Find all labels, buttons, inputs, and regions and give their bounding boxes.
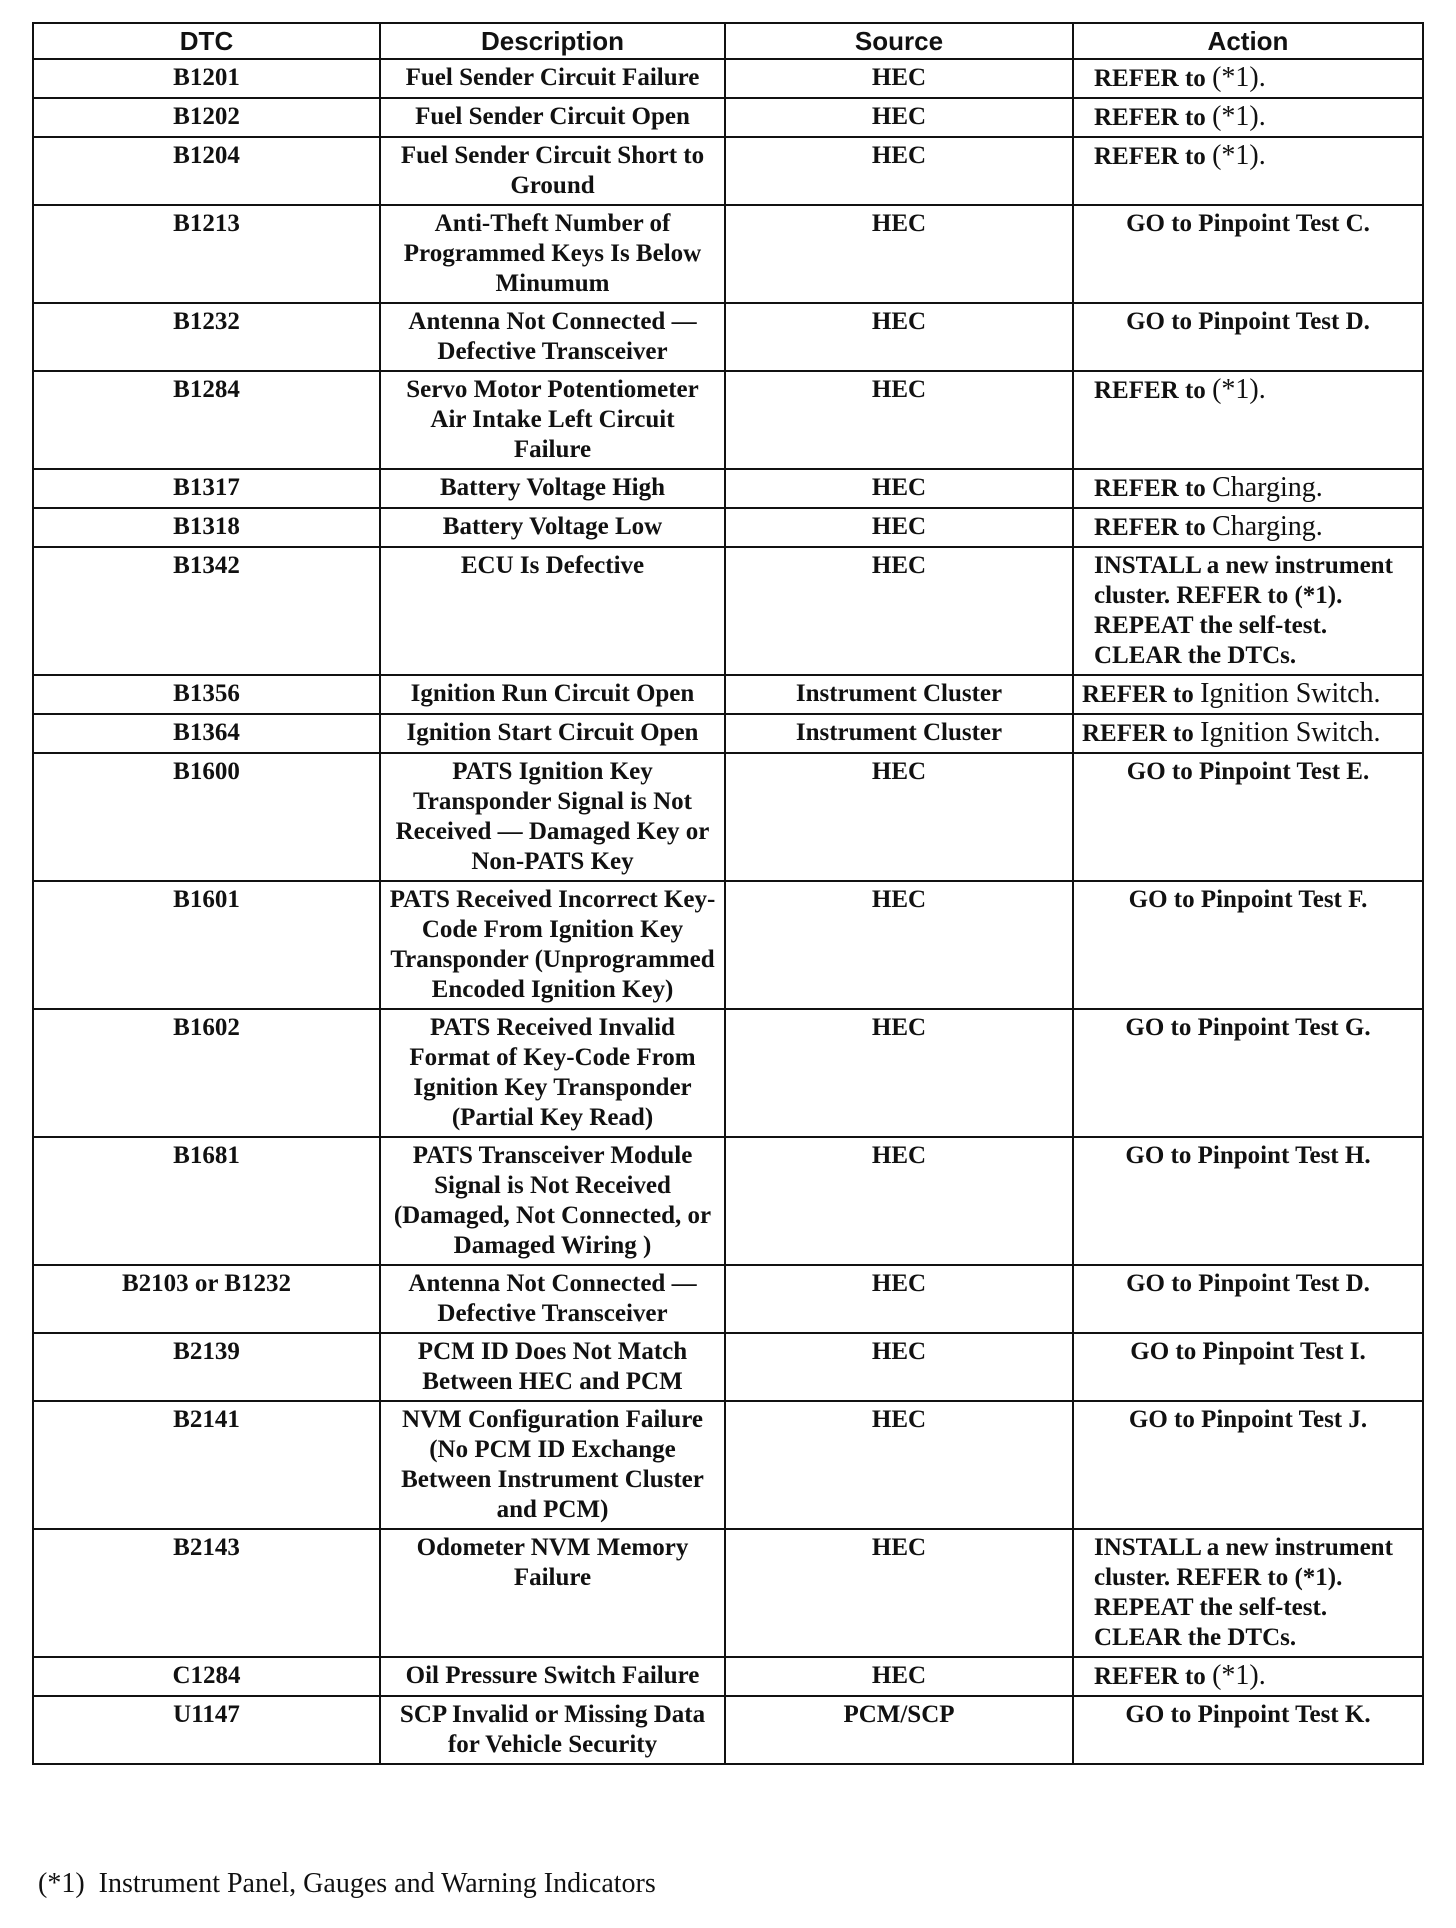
description-cell: Battery Voltage High: [380, 469, 725, 508]
source-cell: HEC: [725, 1265, 1073, 1333]
dtc-code-cell: B1213: [33, 205, 380, 303]
description-cell: Odometer NVM Memory Failure: [380, 1529, 725, 1657]
action-prefix: REFER to: [1094, 377, 1206, 404]
table-row: [33, 303, 1423, 371]
description-cell: PATS Received Invalid Format of Key-Code From Ignition Key Transponder (Partial Key Read): [380, 1009, 725, 1137]
description-cell: Fuel Sender Circuit Short to Ground: [380, 137, 725, 205]
source-cell: HEC: [725, 1657, 1073, 1696]
dtc-code-cell: B1232: [33, 303, 380, 371]
dtc-code-cell: B1602: [33, 1009, 380, 1137]
action-cell: GO to Pinpoint Test F.: [1073, 881, 1423, 1009]
action-cell: [1073, 98, 1423, 137]
header-action: Action: [1073, 23, 1423, 59]
action-cell: [1073, 371, 1423, 469]
dtc-code-cell: B1317: [33, 469, 380, 508]
dtc-table-container: [32, 22, 1424, 1765]
action-cell: [1073, 1657, 1423, 1696]
source-cell: HEC: [725, 753, 1073, 881]
dtc-code-cell: C1284: [33, 1657, 380, 1696]
action-cell: [1073, 675, 1423, 714]
description-cell: PATS Transceiver Module Signal is Not Received (Damaged, Not Connected, or Damaged Wiring ): [380, 1137, 725, 1265]
table-row: [33, 714, 1423, 753]
dtc-code-cell: B1202: [33, 98, 380, 137]
source-cell: PCM/SCP: [725, 1696, 1073, 1764]
action-prefix: REFER to: [1094, 1663, 1206, 1690]
source-cell: Instrument Cluster: [725, 714, 1073, 753]
table-row: [33, 137, 1423, 205]
action-cell: [1073, 714, 1423, 753]
description-cell: Anti-Theft Number of Programmed Keys Is Below Minumum: [380, 205, 725, 303]
table-row: [33, 205, 1423, 303]
table-row: [33, 98, 1423, 137]
action-cell: GO to Pinpoint Test D.: [1073, 1265, 1423, 1333]
source-cell: HEC: [725, 371, 1073, 469]
dtc-code-cell: B1204: [33, 137, 380, 205]
footnote: [38, 1868, 656, 1900]
source-cell: HEC: [725, 59, 1073, 98]
action-cell: GO to Pinpoint Test K.: [1073, 1696, 1423, 1764]
source-cell: HEC: [725, 547, 1073, 675]
table-row: [33, 1529, 1423, 1657]
action-prefix: REFER to: [1094, 143, 1206, 170]
action-cell: GO to Pinpoint Test J.: [1073, 1401, 1423, 1529]
source-cell: HEC: [725, 1009, 1073, 1137]
description-cell: Antenna Not Connected — Defective Transceiver: [380, 303, 725, 371]
action-cell: [1073, 59, 1423, 98]
action-cell: [1073, 508, 1423, 547]
table-row: [33, 547, 1423, 675]
description-cell: PATS Ignition Key Transponder Signal is Not Received — Damaged Key or Non-PATS Key: [380, 753, 725, 881]
source-cell: HEC: [725, 1137, 1073, 1265]
table-row: [33, 508, 1423, 547]
description-cell: PATS Received Incorrect Key-Code From Ignition Key Transponder (Unprogrammed Encoded Ignition Key): [380, 881, 725, 1009]
dtc-code-cell: B1318: [33, 508, 380, 547]
source-cell: HEC: [725, 1529, 1073, 1657]
action-cell: GO to Pinpoint Test C.: [1073, 205, 1423, 303]
dtc-code-cell: B1601: [33, 881, 380, 1009]
action-reference-link[interactable]: (*1).: [1212, 101, 1266, 132]
source-cell: HEC: [725, 508, 1073, 547]
table-header-row: [33, 23, 1423, 59]
action-cell: GO to Pinpoint Test G.: [1073, 1009, 1423, 1137]
dtc-code-cell: B1356: [33, 675, 380, 714]
description-cell: Fuel Sender Circuit Failure: [380, 59, 725, 98]
footnote-text: Instrument Panel, Gauges and Warning Indicators: [98, 1868, 656, 1899]
description-cell: NVM Configuration Failure (No PCM ID Exchange Between Instrument Cluster and PCM): [380, 1401, 725, 1529]
action-cell: [1073, 547, 1423, 675]
source-cell: Instrument Cluster: [725, 675, 1073, 714]
description-cell: Servo Motor Potentiometer Air Intake Left Circuit Failure: [380, 371, 725, 469]
table-row: [33, 1401, 1423, 1529]
action-reference-link[interactable]: Charging.: [1212, 472, 1323, 503]
source-cell: HEC: [725, 1401, 1073, 1529]
action-reference-link[interactable]: Ignition Switch.: [1200, 678, 1381, 709]
description-cell: Oil Pressure Switch Failure: [380, 1657, 725, 1696]
footnote-marker: (*1): [38, 1868, 85, 1899]
action-reference-link[interactable]: Ignition Switch.: [1200, 717, 1381, 748]
action-prefix: REFER to: [1094, 475, 1206, 502]
source-cell: HEC: [725, 303, 1073, 371]
action-cell: [1073, 469, 1423, 508]
action-cell: GO to Pinpoint Test I.: [1073, 1333, 1423, 1401]
action-reference-link[interactable]: (*1).: [1212, 62, 1266, 93]
dtc-code-cell: B1681: [33, 1137, 380, 1265]
table-body: [33, 59, 1423, 1764]
description-cell: Antenna Not Connected — Defective Transceiver: [380, 1265, 725, 1333]
dtc-code-cell: B2103 or B1232: [33, 1265, 380, 1333]
source-cell: HEC: [725, 881, 1073, 1009]
action-cell: [1073, 137, 1423, 205]
table-row: [33, 469, 1423, 508]
dtc-code-cell: B1600: [33, 753, 380, 881]
description-cell: PCM ID Does Not Match Between HEC and PCM: [380, 1333, 725, 1401]
table-row: [33, 1265, 1423, 1333]
source-cell: HEC: [725, 98, 1073, 137]
table-row: [33, 1009, 1423, 1137]
table-row: [33, 1696, 1423, 1764]
source-cell: HEC: [725, 205, 1073, 303]
action-reference-link[interactable]: (*1).: [1212, 1660, 1266, 1691]
description-cell: Battery Voltage Low: [380, 508, 725, 547]
description-cell: ECU Is Defective: [380, 547, 725, 675]
dtc-code-cell: B1201: [33, 59, 380, 98]
table-row: [33, 371, 1423, 469]
dtc-code-cell: B1284: [33, 371, 380, 469]
action-line: REPEAT the self-test.: [1094, 1594, 1328, 1621]
header-source: Source: [725, 23, 1073, 59]
action-prefix: REFER to: [1082, 720, 1194, 747]
action-reference-link[interactable]: (*1).: [1212, 140, 1266, 171]
dtc-code-cell: B2141: [33, 1401, 380, 1529]
action-line: INSTALL a new instrument cluster. REFER to (*1).: [1094, 552, 1393, 609]
action-prefix: REFER to: [1094, 514, 1206, 541]
action-prefix: REFER to: [1094, 104, 1206, 131]
action-reference-link[interactable]: (*1).: [1212, 374, 1266, 405]
dtc-table: [32, 22, 1424, 1765]
source-cell: HEC: [725, 469, 1073, 508]
description-cell: SCP Invalid or Missing Data for Vehicle Security: [380, 1696, 725, 1764]
action-prefix: REFER to: [1094, 65, 1206, 92]
dtc-code-cell: B1342: [33, 547, 380, 675]
table-row: [33, 1657, 1423, 1696]
header-dtc: DTC: [33, 23, 380, 59]
source-cell: HEC: [725, 137, 1073, 205]
action-line: CLEAR the DTCs.: [1094, 1624, 1297, 1651]
description-cell: Ignition Start Circuit Open: [380, 714, 725, 753]
table-row: [33, 59, 1423, 98]
description-cell: Ignition Run Circuit Open: [380, 675, 725, 714]
table-row: [33, 1333, 1423, 1401]
action-prefix: REFER to: [1082, 681, 1194, 708]
action-cell: GO to Pinpoint Test E.: [1073, 753, 1423, 881]
table-row: [33, 1137, 1423, 1265]
table-row: [33, 753, 1423, 881]
action-cell: GO to Pinpoint Test H.: [1073, 1137, 1423, 1265]
dtc-code-cell: U1147: [33, 1696, 380, 1764]
action-line: CLEAR the DTCs.: [1094, 642, 1297, 669]
action-cell: [1073, 1529, 1423, 1657]
source-cell: HEC: [725, 1333, 1073, 1401]
table-row: [33, 881, 1423, 1009]
dtc-code-cell: B2139: [33, 1333, 380, 1401]
action-cell: GO to Pinpoint Test D.: [1073, 303, 1423, 371]
dtc-code-cell: B2143: [33, 1529, 380, 1657]
header-description: Description: [380, 23, 725, 59]
action-reference-link[interactable]: Charging.: [1212, 511, 1323, 542]
table-row: [33, 675, 1423, 714]
action-line: INSTALL a new instrument cluster. REFER to (*1).: [1094, 1534, 1393, 1591]
action-line: REPEAT the self-test.: [1094, 612, 1328, 639]
description-cell: Fuel Sender Circuit Open: [380, 98, 725, 137]
dtc-code-cell: B1364: [33, 714, 380, 753]
